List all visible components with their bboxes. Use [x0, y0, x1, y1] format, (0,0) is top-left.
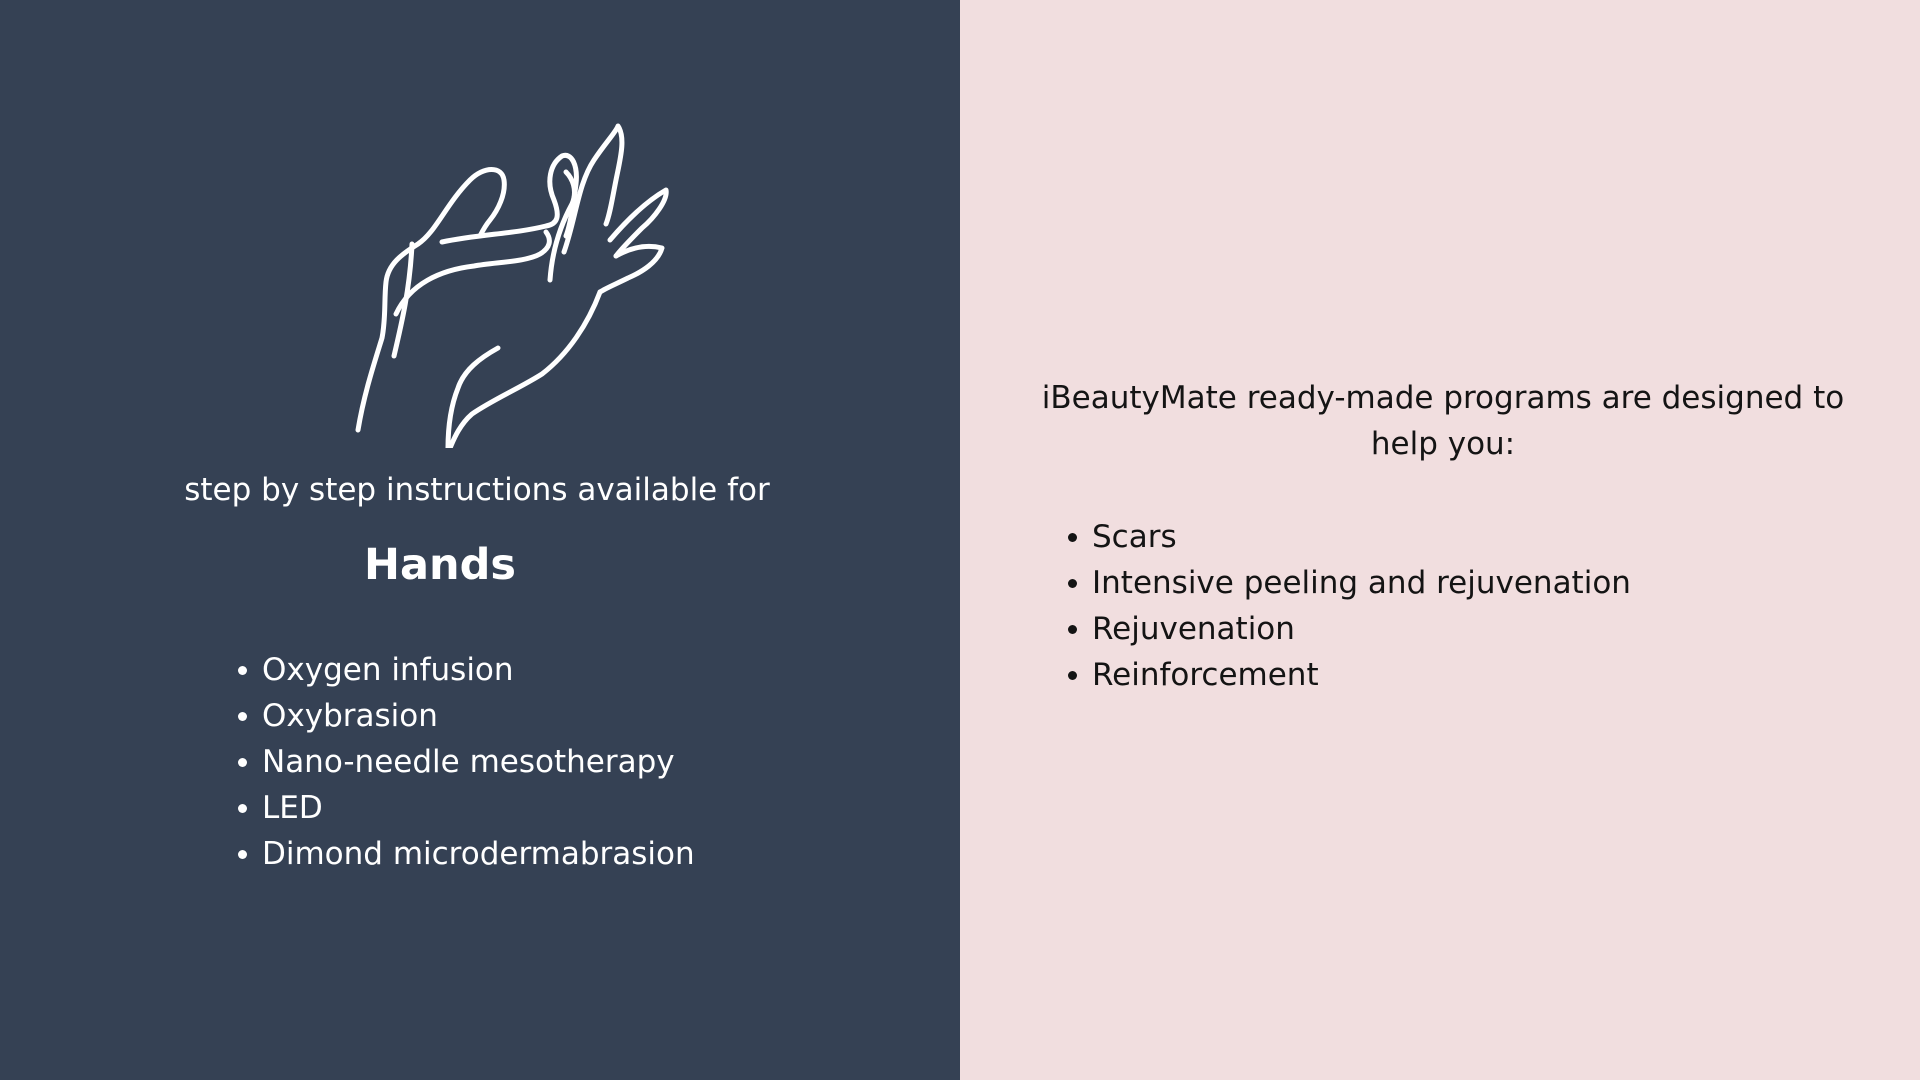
list-item	[1050, 652, 1870, 698]
list-item	[1050, 560, 1870, 606]
list-item	[1050, 606, 1870, 652]
bullet-dot-icon	[1068, 625, 1077, 634]
programs-intro-line-2: help you:	[1370, 426, 1516, 462]
bullet-dot-icon	[1068, 579, 1077, 588]
list-item-label: Nano-needle mesotherapy	[262, 744, 675, 780]
list-item-label: Oxygen infusion	[262, 652, 514, 688]
list-item-label: Scars	[1092, 519, 1177, 555]
hand-treatment-list	[220, 647, 920, 877]
list-item-label: Dimond microdermabrasion	[262, 836, 695, 872]
list-item	[220, 831, 920, 877]
list-item	[220, 785, 920, 831]
list-item-label: LED	[262, 790, 323, 826]
bullet-dot-icon	[238, 712, 247, 721]
section-heading: Hands	[364, 540, 516, 590]
bullet-dot-icon	[1068, 533, 1077, 542]
list-item	[220, 739, 920, 785]
program-goals-list	[1050, 514, 1870, 698]
programs-intro-line-1: iBeautyMate ready-made programs are designed to	[1041, 380, 1845, 416]
list-item-label: Reinforcement	[1092, 657, 1319, 693]
bullet-dot-icon	[1068, 671, 1077, 680]
bullet-dot-icon	[238, 758, 247, 767]
list-item-label: Rejuvenation	[1092, 611, 1295, 647]
bullet-dot-icon	[238, 850, 247, 859]
programs-intro	[1030, 375, 1856, 467]
bullet-dot-icon	[238, 666, 247, 675]
list-item	[1050, 514, 1870, 560]
list-item-label: Oxybrasion	[262, 698, 438, 734]
instructions-intro: step by step instructions available for	[184, 472, 770, 508]
bullet-dot-icon	[238, 804, 247, 813]
list-item	[220, 693, 920, 739]
hand-line-art-icon	[340, 108, 680, 448]
list-item-label: Intensive peeling and rejuvenation	[1092, 565, 1631, 601]
list-item	[220, 647, 920, 693]
